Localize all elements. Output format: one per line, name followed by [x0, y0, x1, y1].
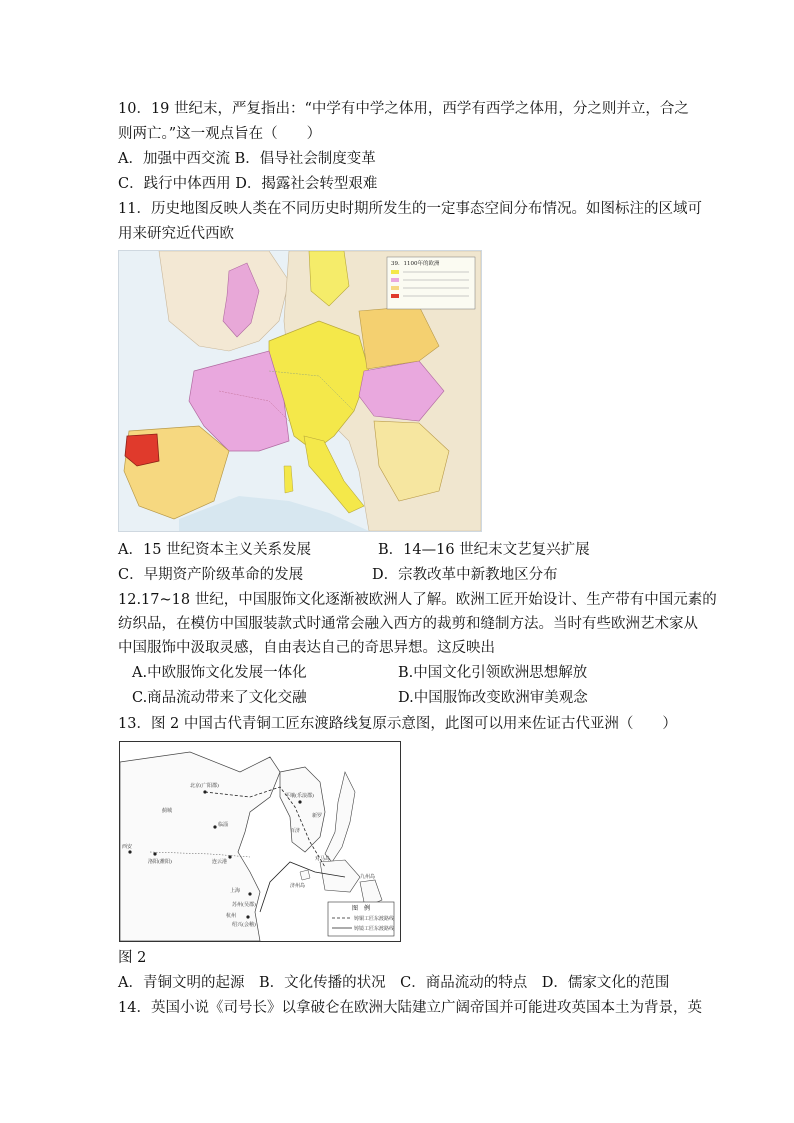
place-label: 苏州(吴郡) — [232, 902, 256, 908]
q13-stem: 13．图 2 中国古代青铜工匠东渡路线复原示意图，此图可以用来佐证古代亚洲（ ） — [118, 716, 677, 732]
place-label: 百济 — [290, 828, 301, 834]
map-title: 39．1100年的欧洲 — [391, 261, 440, 267]
place-label: 九州岛 — [360, 874, 376, 880]
q11-stem-line1: 11．历史地图反映人类在不同历史时期所发生的一定事态空间分布情况。如图标注的区域可 — [118, 201, 702, 217]
q11-stem-line2: 用来研究近代西欧 — [118, 226, 234, 242]
place-label: 平壤(乐浪郡) — [285, 793, 314, 799]
place-label: 连云港 — [212, 859, 228, 865]
q11-option-b: B．14—16 世纪末文艺复兴扩展 — [378, 542, 590, 558]
q12-option-d: D.中国服饰改变欧洲审美观念 — [398, 690, 588, 706]
legend-item-copper: 铸铜工匠东渡路线 — [354, 916, 395, 922]
europe-map — [119, 251, 481, 531]
place-label: 蓟城 — [162, 808, 173, 814]
bronze-route-map — [120, 742, 400, 941]
q12-stem-line1: 12.17~18 世纪，中国服饰文化逐渐被欧洲人了解。欧洲工匠开始设计、生产带有中国元素的 — [118, 592, 717, 608]
q10-stem-line1: 10．19 世纪末，严复指出：“中学有中学之体用，西学有西学之体用，分之则并立，合之 — [118, 101, 689, 117]
q13-options: A．青铜文明的起源 B．文化传播的状况 C．商品流动的特点 D．儒家文化的范围 — [118, 975, 670, 991]
q10-stem-line2: 则两亡。”这一观点旨在（ ） — [118, 126, 322, 142]
q11-option-a: A．15 世纪资本主义关系发展 — [118, 542, 312, 558]
place-label: 临淄 — [218, 822, 229, 828]
place-label: 西安 — [122, 844, 133, 850]
q12-stem-line2: 纺织品，在模仿中国服装款式时通常会融入西方的裁剪和缝制方法。当时有些欧洲艺术家从 — [118, 616, 698, 632]
q14-stem-line1: 14．英国小说《司号长》以拿破仑在欧洲大陆建立广阔帝国并可能进攻英国本土为背景，英 — [118, 1000, 702, 1016]
place-label: 济州岛 — [290, 883, 306, 889]
q12-stem-line3: 中国服饰中汲取灵感，自由表达自己的奇思异想。这反映出 — [118, 640, 495, 656]
europe-map-figure — [118, 250, 482, 532]
bronze-route-map-figure — [119, 741, 401, 942]
place-label: 上海 — [230, 888, 241, 894]
place-label: 北京(广阳郡) — [190, 783, 219, 789]
q10-options-ab: A．加强中西交流 B．倡导社会制度变革 — [118, 151, 376, 167]
map-legend-title: 图 例 — [352, 905, 371, 912]
q12-option-c: C.商品流动带来了文化交融 — [132, 690, 307, 706]
place-label: 绍兴(会稽) — [232, 922, 256, 928]
place-label: 洛阳(雒阳) — [148, 859, 172, 865]
q11-option-d: D．宗教改革中新教地区分布 — [372, 567, 558, 583]
q10-options-cd: C．践行中体西用 D．揭露社会转型艰难 — [118, 176, 378, 192]
legend-item-mirror: 铸镜工匠东渡路线 — [354, 926, 395, 932]
place-label: 杭州 — [226, 913, 237, 919]
q12-option-a: A.中欧服饰文化发展一体化 — [132, 665, 307, 681]
q12-option-b: B.中国文化引领欧洲思想解放 — [398, 665, 588, 681]
figure-2-caption: 图 2 — [118, 950, 147, 966]
q11-option-c: C．早期资产阶级革命的发展 — [118, 567, 304, 583]
place-label: 新罗 — [312, 813, 323, 819]
place-label: 对马岛 — [315, 856, 331, 862]
